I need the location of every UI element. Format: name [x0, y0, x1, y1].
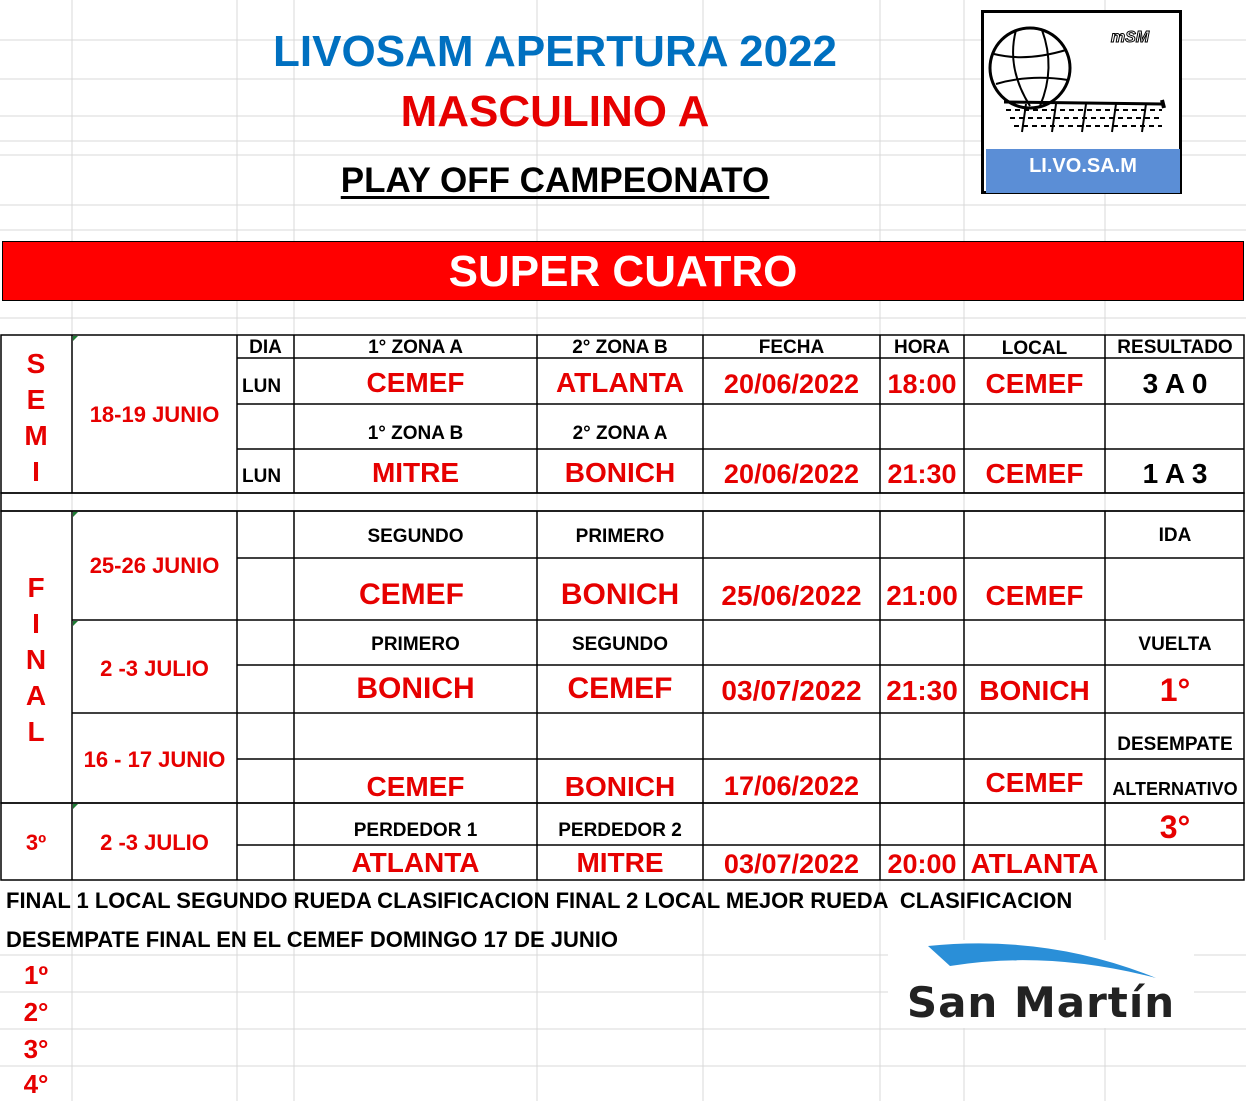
semi-match1-local: CEMEF [985, 368, 1084, 399]
final-leg1-h2: PRIMERO [575, 526, 665, 547]
col-zona1: 1° ZONA A [368, 337, 463, 358]
col-hora: HORA [894, 337, 950, 358]
logo-monogram: mSM [1110, 29, 1150, 46]
third-hora: 20:00 [887, 849, 957, 879]
super-cuatro-banner: SUPER CUATRO [2, 241, 1244, 301]
third-h2: PERDEDOR 2 [558, 820, 682, 841]
col-local: LOCAL [1001, 338, 1068, 359]
final-leg1-hora: 21:00 [886, 580, 958, 611]
standing-1: 1º [24, 960, 48, 990]
third-h1: PERDEDOR 1 [353, 820, 478, 841]
semi-match2-team2: BONICH [564, 457, 676, 488]
final-tiebreak-tag1: DESEMPATE [1117, 734, 1233, 755]
final-letter: N [25, 644, 47, 675]
semi-match2-dia: LUN [242, 466, 282, 487]
sponsor-name: San Martín [906, 978, 1176, 1027]
semi-match2-local: CEMEF [985, 458, 1084, 489]
third-team2: MITRE [576, 847, 664, 878]
semi-label [0, 346, 72, 490]
final-leg2-fecha: 03/07/2022 [721, 675, 862, 706]
final-tiebreak-local: CEMEF [985, 767, 1084, 798]
semi-date: 18-19 JUNIO [89, 402, 220, 427]
final-letter: F [27, 572, 45, 603]
semi-match1-dia: LUN [242, 376, 282, 397]
final-leg2-hora: 21:30 [886, 675, 958, 706]
col-dia: DIA [249, 337, 282, 358]
final-leg2-h1: PRIMERO [371, 634, 460, 655]
standing-3: 3° [23, 1034, 49, 1064]
third-fecha: 03/07/2022 [723, 849, 860, 879]
final-label [0, 570, 72, 750]
final-tiebreak-team1: CEMEF [366, 771, 465, 802]
logo-name: LI.VO.SA.M [986, 149, 1180, 193]
final-leg1-tag: IDA [1158, 525, 1192, 546]
third-date: 2 -3 JULIO [100, 830, 209, 855]
semi-match2-team1: MITRE [371, 457, 460, 488]
semi-letter: S [26, 348, 46, 379]
final-leg1-team2: BONICH [560, 578, 680, 611]
semi-match2-hora: 21:30 [887, 459, 957, 489]
standing-2: 2° [23, 997, 49, 1027]
final-leg2-team1: BONICH [356, 672, 475, 705]
semi-match1-fecha: 20/06/2022 [723, 369, 860, 399]
final-leg1-h1: SEGUNDO [367, 526, 464, 547]
standing-4: 4° [23, 1069, 49, 1099]
subtitle [0, 160, 1110, 202]
semi-letter: M [24, 420, 48, 451]
final-leg2-date: 2 -3 JULIO [100, 656, 209, 681]
final-leg1-date: 25-26 JUNIO [89, 553, 220, 578]
semi-letter: E [26, 384, 46, 415]
semi-sub-zona2: 2° ZONA A [572, 423, 668, 444]
col-resultado: RESULTADO [1117, 337, 1233, 358]
final-leg2-team2: CEMEF [567, 672, 673, 705]
sponsor-logo [888, 940, 1194, 1028]
final-letter: I [32, 608, 40, 639]
third-resultado: 3° [1159, 809, 1191, 845]
volleyball-net-icon [986, 14, 1180, 148]
category-title: MASCULINO A [400, 87, 710, 136]
final-tiebreak-team2: BONICH [564, 771, 676, 802]
semi-match2-fecha: 20/06/2022 [723, 459, 860, 489]
col-fecha: FECHA [758, 337, 825, 358]
note-tiebreak: DESEMPATE FINAL EN EL CEMEF DOMINGO 17 DE JUNIO [6, 927, 619, 952]
final-leg1-local: CEMEF [985, 580, 1084, 611]
third-label: 3º [25, 830, 47, 855]
final-tiebreak-date: 16 - 17 JUNIO [83, 747, 226, 772]
final-leg1-team1: CEMEF [359, 578, 464, 611]
page-title: LIVOSAM APERTURA 2022 [273, 27, 837, 76]
subtitle-text: PLAY OFF CAMPEONATO [340, 161, 770, 200]
final-leg2-resultado: 1° [1159, 672, 1191, 708]
semi-letter: I [32, 456, 40, 487]
note-local-rule: FINAL 1 LOCAL SEGUNDO RUEDA CLASIFICACION FINAL 2 LOCAL MEJOR RUEDA CLASIFICACION [6, 888, 1073, 913]
final-letter: L [27, 716, 45, 747]
final-tiebreak-tag2: ALTERNATIVO [1112, 779, 1238, 799]
final-letter: A [25, 680, 47, 711]
semi-match2-resultado: 1 A 3 [1142, 458, 1208, 489]
semi-match1-resultado: 3 A 0 [1142, 368, 1208, 399]
third-local: ATLANTA [970, 848, 1099, 879]
semi-sub-zona1: 1° ZONA B [367, 423, 464, 444]
third-team1: ATLANTA [351, 847, 480, 878]
semi-match1-team1: CEMEF [366, 367, 465, 398]
final-leg1-fecha: 25/06/2022 [721, 580, 862, 611]
final-tiebreak-fecha: 17/06/2022 [723, 771, 860, 801]
final-leg2-tag: VUELTA [1138, 634, 1212, 655]
semi-match1-hora: 18:00 [887, 369, 957, 399]
semi-match1-team2: ATLANTA [555, 367, 685, 398]
col-zona2: 2° ZONA B [572, 337, 668, 358]
final-leg2-h2: SEGUNDO [571, 634, 669, 655]
final-leg2-local: BONICH [979, 675, 1090, 706]
